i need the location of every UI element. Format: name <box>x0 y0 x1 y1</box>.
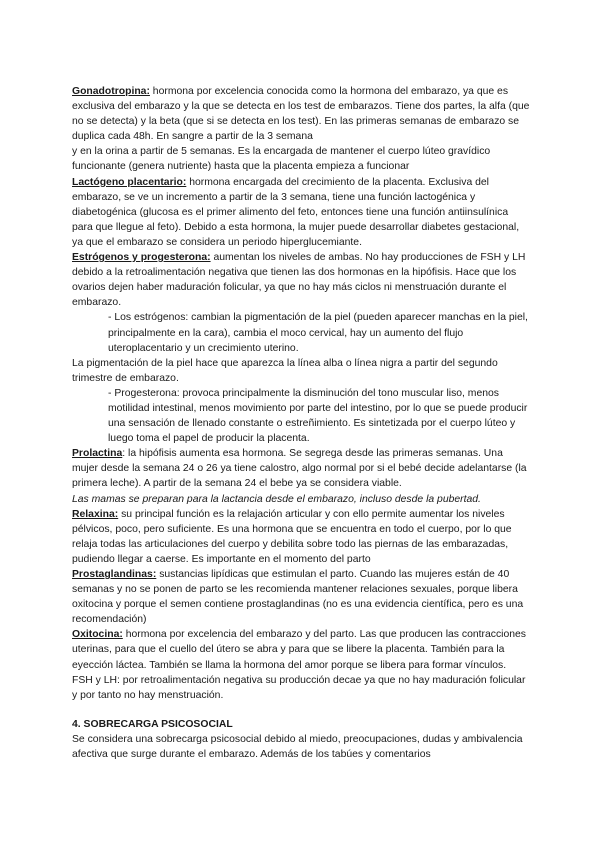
paragraph-oxitocina <box>72 627 530 672</box>
term-estrogenos: Estrógenos y progesterona: <box>72 252 211 264</box>
paragraph-sobrecarga: Se considera una sobrecarga psicosocial debido al miedo, preocupaciones, dudas y ambivalencia afectiva que surge durante el embarazo. Además de los tabúes y comentarios <box>72 733 523 761</box>
text-prostaglandinas: sustancias lipídicas que estimulan el parto. Cuando las mujeres están de 40 semanas y no se ponen de parto se les recomienda mantener relaciones sexuales, porque libera oxitocina y porque el semen contiene prostaglandinas (no es una evidencia científica, pero es una recomendación) <box>72 569 524 626</box>
paragraph-prostaglandinas <box>72 567 530 627</box>
section-heading: 4. SOBRECARGA PSICOSOCIAL <box>72 718 233 730</box>
paragraph-fsh-lh: FSH y LH: por retroalimentación negativa su producción decae ya que no hay maduración folicular y por tanto no hay menstruación. <box>72 674 526 701</box>
list-item-progesterona: - Progesterona: provoca principalmente la disminución del tono muscular liso, menos motilidad intestinal, menos movimiento por parte del intestino, por lo que se puede producir una sensación de llenado constante o estreñimiento. Es sintetizada por el cuerpo lúteo y luego toma el papel de producir la placenta. <box>108 387 528 445</box>
text-prolactina: : la hipófisis aumenta esa hormona. Se segrega desde las primeras semanas. Una mujer desde la semana 24 o 26 ya tiene calostro, algo normal por si el bebé decide adelantarse (la primera leche). A partir de la semana 24 el bebe ya se considera viable. <box>72 448 527 490</box>
text-oxitocina: hormona por excelencia del embarazo y del parto. Las que producen las contracciones uterinas, para que el cuello del útero se abra y para que se libere la placenta. También para la eyección láctea. También se llama la hormona del amor porque se libera para formar vínculos. <box>72 629 526 671</box>
term-gonadotropina: Gonadotropina: <box>72 86 150 97</box>
text-gonadotropina: hormona por excelencia conocida como la hormona del embarazo, ya que es exclusiva del embarazo y la que se detecta en los test de embarazos. Tiene dos partes, la alfa (que no se detecta) y la beta (que si se detecta en los test). En las primeras semanas de embarazo se duplica cada 48h. En sangre a partir de la 3 semana <box>72 86 530 143</box>
text-lactogeno: hormona encargada del crecimiento de la placenta. Exclusiva del embarazo, se ve un incremento a partir de la 3 semana, tiene una función lactogénica y diabetogénica (glucosa es el primer alimento del feto, entonces tiene una función antiinsulínica para que llegue al feto). Debido a esta hormona, la mujer puede desarrollar diabetes gestacional, ya que el embarazo se considera un periodo hiperglucemiante. <box>72 176 520 248</box>
paragraph-relaxina <box>72 507 530 567</box>
paragraph-pigmentacion: La pigmentación de la piel hace que aparezca la línea alba o línea nigra a partir del segundo trimestre de embarazo. <box>72 357 498 384</box>
text-estrogenos: aumentan los niveles de ambas. No hay producciones de FSH y LH debido a la retroalimentación negativa que tienen las dos hormonas en la hipófisis. Hace que los ovarios dejen haber maduración folicular, ya que no hay más ciclos ni menstruación durante el embarazo. <box>72 252 526 309</box>
document-page <box>72 84 530 762</box>
term-oxitocina: Oxitocina: <box>72 629 123 641</box>
paragraph-gonadotropina <box>72 84 530 144</box>
paragraph-estrogenos <box>72 250 530 310</box>
term-prolactina: Prolactina <box>72 448 123 460</box>
term-prostaglandinas: Prostaglandinas: <box>72 569 157 580</box>
text-relaxina: su principal función es la relajación articular y con ello permite aumentar los niveles pélvicos, poco, pero suficiente. Es una hormona que se encuentra en todo el cuerpo, por lo que relaja todas las articulaciones del cuerpo y debilita sobre todo las piernas de las embarazadas, pudiendo llegar a caerse. Es importante en el momento del parto <box>72 508 512 565</box>
term-lactogeno: Lactógeno placentario: <box>72 176 187 188</box>
paragraph-prolactina <box>72 446 530 491</box>
paragraph-gonadotropina-cont: y en la orina a partir de 5 semanas. Es la encargada de mantener el cuerpo lúteo gravídico funcionante (genera nutriente) hasta que la placenta empieza a funcionar <box>72 146 491 173</box>
term-relaxina: Relaxina: <box>72 508 119 520</box>
paragraph-lactogeno <box>72 175 530 250</box>
paragraph-prolactina-note: Las mamas se preparan para la lactancia desde el embarazo, incluso desde la pubertad. <box>72 493 481 505</box>
list-item-estrogenos: - Los estrógenos: cambian la pigmentación de la piel (pueden aparecer manchas en la piel, principalmente en la cara), cambia el moco cervical, hay un aumento del flujo uteroplacentario y un crecimiento uterino. <box>108 312 528 354</box>
